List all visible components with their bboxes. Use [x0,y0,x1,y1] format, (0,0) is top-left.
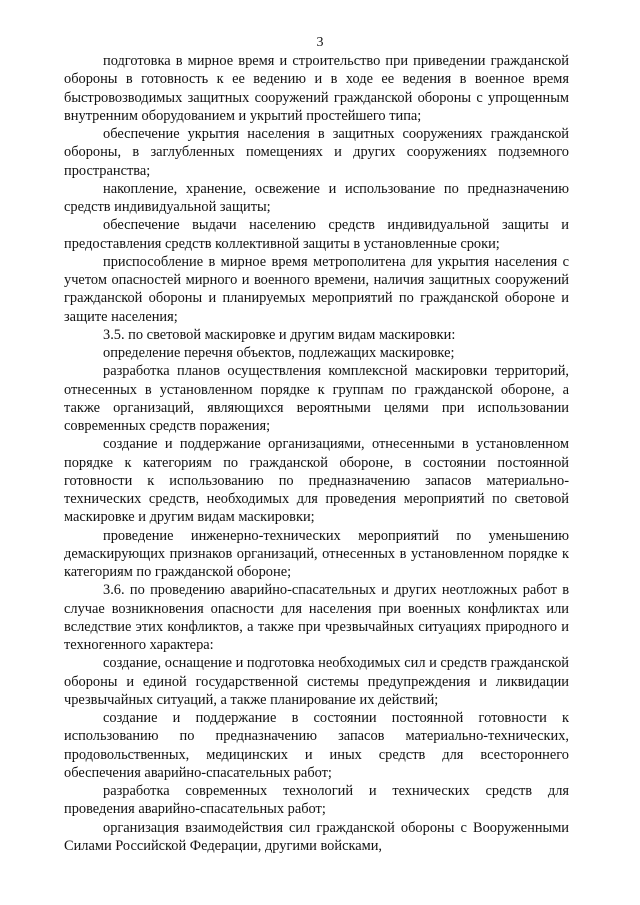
paragraph: накопление, хранение, освежение и использование по предназначению средств индивидуальной защиты; [64,180,569,215]
paragraph: создание и поддержание организациями, отнесенными в установленном порядке к категориям по гражданской обороне, в состоянии постоянной готовности к использованию по предназначению запасов материально-технических средств, необходимых для проведения мероприятий по световой маскировке и другим видам маскировки; [64,436,569,526]
paragraph: обеспечение выдачи населению средств индивидуальной защиты и предоставления средств коллективной защиты в установленные сроки; [64,217,569,252]
section-heading: 3.5. по световой маскировке и другим видам маскировки: [103,326,456,343]
document-body [64,52,569,855]
paragraph: определение перечня объектов, подлежащих маскировке; [103,345,455,361]
paragraph: создание, оснащение и подготовка необходимых сил и средств гражданской обороны и единой государственной системы предупреждения и ликвидации чрезвычайных ситуаций, а также планирование их действий; [64,655,569,708]
paragraph: разработка современных технологий и технических средств для проведения аварийно-спасательных работ; [64,783,569,818]
page-number: 3 [316,35,324,50]
paragraph: организация взаимодействия сил гражданской обороны с Вооруженными Силами Российской Федерации, другими войсками, [64,819,569,854]
paragraph: создание и поддержание в состоянии постоянной готовности к использованию по предназначению запасов материально-технических, продовольственных, медицинских и иных средств для всестороннего обеспечения аварийно-спасательных работ; [64,710,569,781]
paragraph: подготовка в мирное время и строительство при приведении гражданской обороны в готовность к ее ведению и в ходе ее ведения в военное время быстровозводимых защитных сооружений гражданской обороны с упрощенным внутренним оборудованием и укрытий простейшего типа; [64,53,569,124]
paragraph: обеспечение укрытия населения в защитных сооружениях гражданской обороны, в заглубленных помещениях и других сооружениях подземного пространства; [64,126,569,179]
section-heading: 3.6. по проведению аварийно-спасательных и других неотложных работ в случае возникновения опасности для населения при военных конфликтах или вследствие этих конфликтов, а также при чрезвычайных ситуациях природного и техногенного характера: [64,582,569,653]
paragraph: приспособление в мирное время метрополитена для укрытия населения с учетом опасностей мирного и военного времени, наличия защитных сооружений гражданской обороны и планируемых мероприятий по гражданской обороне и защите населения; [64,253,569,325]
paragraph: проведение инженерно-технических мероприятий по уменьшению демаскирующих признаков организаций, отнесенных в установленном порядке к категориям по гражданской обороне; [64,527,569,580]
paragraph: разработка планов осуществления комплексной маскировки территорий, отнесенных в установленном порядке к группам по гражданской обороне, а также организаций, являющихся вероятными целями при использовании современных средств поражения; [64,363,569,434]
